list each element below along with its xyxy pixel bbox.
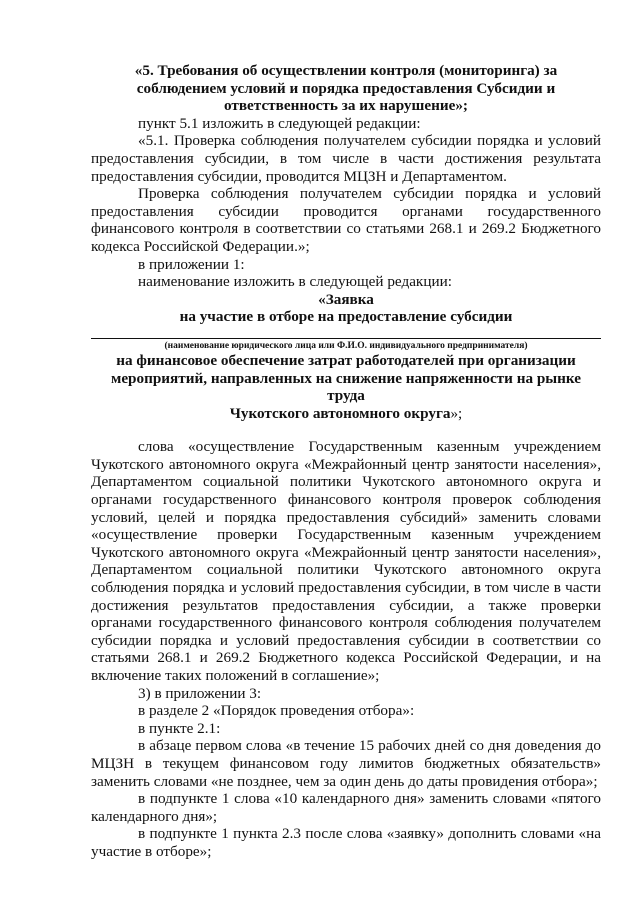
first-paragraph-amendment: в абзаце первом слова «в течение 15 рабочих дней со дня доведения до МЦЗН в текущем финансовом году лимитов бюджетных обязательств» заменить словами «не позднее, чем за один день до даты провидения отбора»; (91, 737, 601, 790)
paragraph-control: Проверка соблюдения получателем субсидии порядка и условий предоставления субсидии проводится органами государственного финансового контроля в соответствии со статьями 268.1 и 269.2 Бюджетного кодекса Российской Федерации.»; (91, 185, 601, 255)
subpoint-1-amendment: в подпункте 1 слова «10 календарного дня» заменить словами «пятого календарного дня»; (91, 790, 601, 825)
document-page (91, 62, 601, 861)
section-2-paragraph: в разделе 2 «Порядок проведения отбора»: (138, 702, 415, 720)
application-subtitle: на участие в отборе на предоставление субсидии (179, 308, 513, 326)
item-3-paragraph: 3) в приложении 3: (138, 684, 262, 702)
appendix1-paragraph: в приложении 1: (138, 255, 245, 273)
replace-paragraph: слова «осуществление Государственным казенным учреждением Чукотского автономного округа «Межрайонный центр занятости населения», Департаментом социальной политики Чукотского автономного округа и органами государственного финансового контроля проверок соблюдения условий, целей и порядка предоставления субсидий» заменить словами «осуществление проверки Государственным казенным учреждением Чукотского автономного округа «Межрайонный центр занятости населения», Департаментом социальной политики Чукотского автономного округа соблюдения порядка и условий предоставления субсидии, в том числе в части достижения результатов предоставления субсидии, а также проверки органами государственного финансового контроля соблюдения получателем субсидии порядка и условий предоставления субсидии в соответствии со статьями 268.1 и 269.2 Бюджетного кодекса Российской Федерации, и на включение таких положений в соглашение»; (91, 438, 601, 684)
intro-paragraph: пункт 5.1 изложить в следующей редакции: (138, 114, 421, 132)
section-heading-line: «5. Требования об осуществлении контроля (мониторинга) за (134, 62, 558, 79)
purpose-line: мероприятий, направленных на снижение напряженности на рынке труда (110, 369, 582, 405)
point-2-1-paragraph: в пункте 2.1: (138, 719, 221, 737)
section-heading-line: ответственность за их нарушение»; (224, 97, 468, 115)
application-title: «Заявка (318, 290, 374, 308)
field-note: (наименование юридического лица или Ф.И.О. индивидуального предпринимателя) (164, 340, 528, 351)
purpose-close-quote: »; (450, 404, 463, 422)
purpose-line-last (91, 405, 601, 423)
paragraph-5-1: «5.1. Проверка соблюдения получателем субсидии порядка и условий предоставления субсидии, в том числе в части достижения результата предоставления субсидии, проводится МЦЗН и Департаментом. (91, 132, 601, 185)
name-intro-paragraph: наименование изложить в следующей редакции: (138, 273, 452, 291)
section-heading-line: соблюдением условий и порядка предоставления Субсидии и (136, 79, 556, 97)
subpoint-1-point-2-3-amendment: в подпункте 1 пункта 2.3 после слова «заявку» дополнить словами «на участие в отборе»; (91, 825, 601, 860)
blank-field-line (91, 338, 601, 339)
purpose-line: на финансовое обеспечение затрат работодателей при организации (116, 351, 576, 369)
spacer (91, 422, 601, 438)
purpose-region: Чукотского автономного округа (229, 404, 451, 422)
